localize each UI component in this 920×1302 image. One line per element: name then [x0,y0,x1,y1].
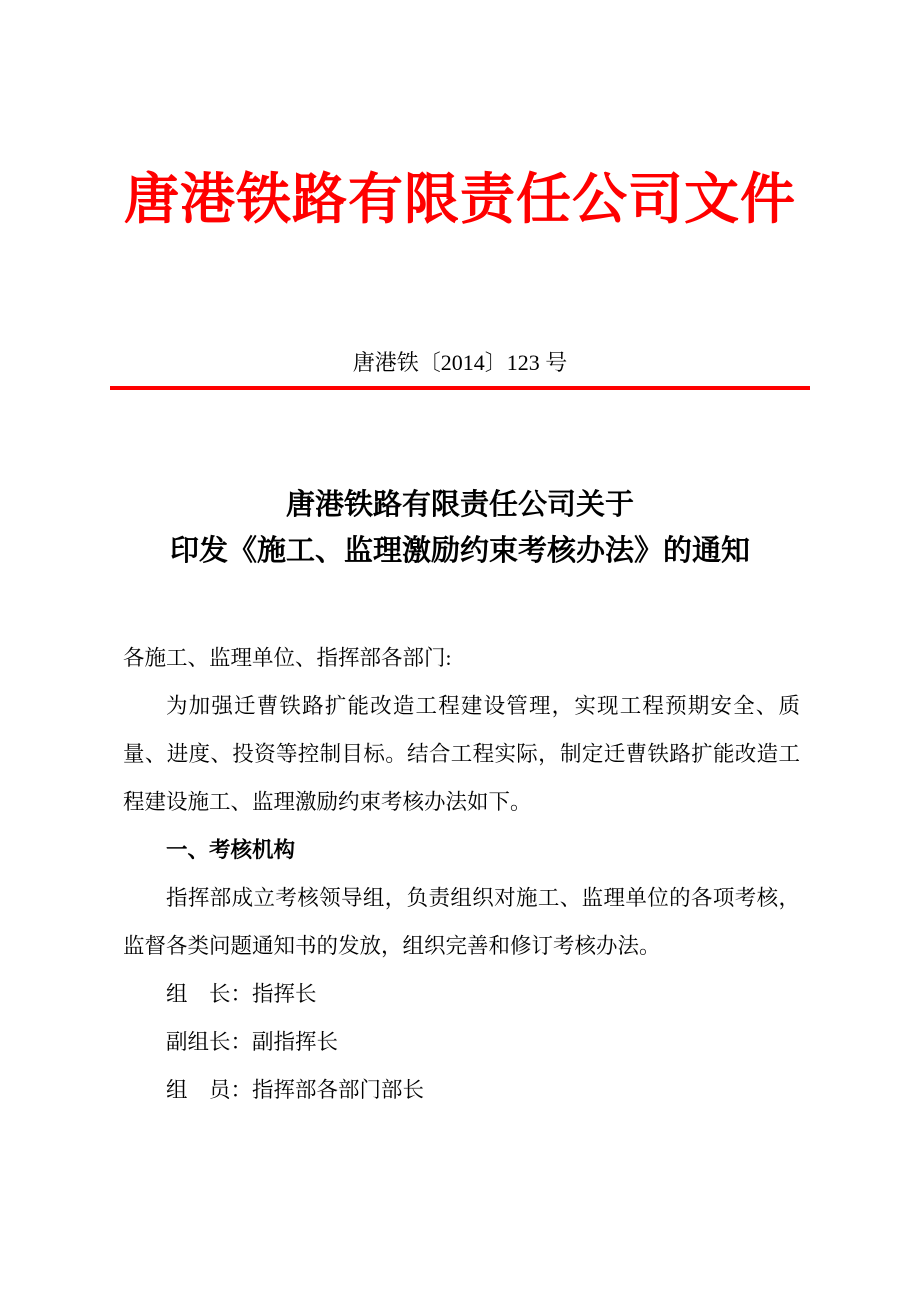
title-line-2: 印发《施工、监理激励约束考核办法》的通知 [169,535,750,567]
section-1-paragraph: 指挥部成立考核领导组，负责组织对施工、监理单位的各项考核，监督各类问题通知书的发放，组织完善和修订考核办法。 [123,886,800,958]
role-line-deputy-leader: 副组长：副指挥长 [166,1030,339,1054]
document-body [123,634,800,1114]
red-separator-line [110,386,810,390]
title-line-1: 唐港铁路有限责任公司关于 [285,489,634,521]
doc-number: 唐港铁〔2014〕123 号 [352,350,568,375]
role-line-leader: 组 长：指挥长 [166,982,317,1006]
document-banner: 唐港铁路有限责任公司文件 [123,169,796,230]
role-line-members: 组 员：指挥部各部门部长 [166,1078,425,1102]
document-title [0,482,920,574]
intro-paragraph: 为加强迁曹铁路扩能改造工程建设管理，实现工程预期安全、质量、进度、投资等控制目标。结合工程实际，制定迁曹铁路扩能改造工程建设施工、监理激励约束考核办法如下。 [123,694,800,814]
section-1-heading: 一、考核机构 [166,838,296,862]
salutation: 各施工、监理单位、指挥部各部门: [123,646,452,670]
